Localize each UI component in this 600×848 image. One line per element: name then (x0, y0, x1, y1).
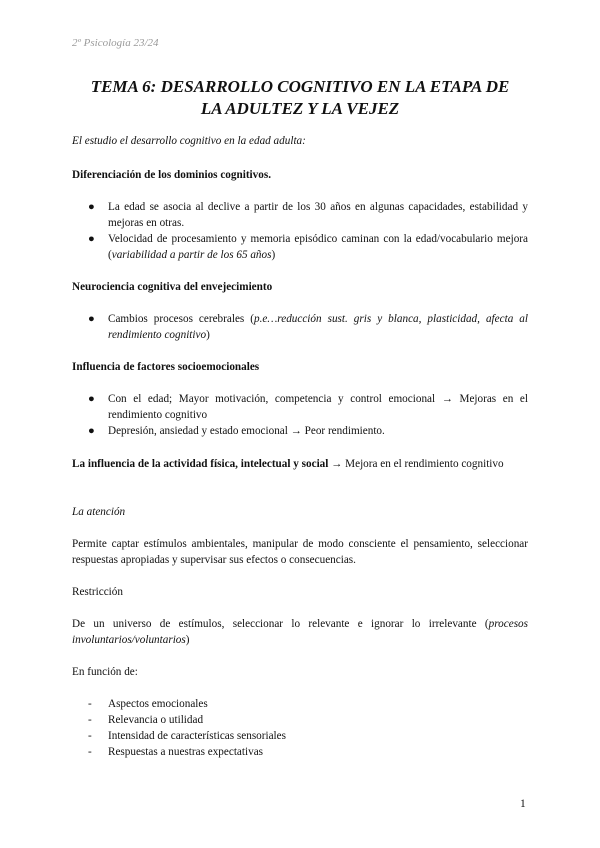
title-line-2: LA ADULTEZ Y LA VEJEZ (200, 99, 400, 118)
section-heading-atencion: La atención (72, 506, 126, 518)
atencion-paragraph: Permite captar estímulos ambientales, manipular de modo consciente el pensamiento, seleccionar respuestas apropiadas y supervisar sus efectos o consecuencias. (72, 538, 528, 566)
dash-icon: - (88, 714, 92, 726)
list-item: - Aspectos emocionales (88, 698, 208, 710)
list-item: ● La edad se asocia al declive a partir de los 30 años en algunas capacidades, estabilidad y mejoras en otras. (88, 201, 528, 229)
list-item: - Relevancia o utilidad (88, 714, 204, 726)
list-item: ● Cambios procesos cerebrales (p.e…reducción sust. gris y blanca, plasticidad, afecta al rendimiento cognitivo) (88, 313, 528, 341)
bullet-icon: ● (88, 393, 95, 405)
list-item: ● Depresión, ansiedad y estado emocional → Peor rendimiento. (88, 425, 385, 437)
dash-list-funcion (72, 696, 528, 760)
list-item: - Respuestas a nuestras expectativas (88, 746, 264, 758)
dash-icon: - (88, 746, 92, 758)
section-heading-dominios: Diferenciación de los dominios cognitivos. (72, 169, 271, 181)
list-item: - Intensidad de características sensoriales (88, 730, 286, 742)
dash-icon: - (88, 698, 92, 710)
bullet-list-socioemocionales (72, 391, 528, 439)
page-number: 1 (520, 798, 526, 810)
dash-icon: - (88, 730, 92, 742)
bullet-icon: ● (88, 201, 95, 213)
bullet-icon: ● (88, 233, 95, 245)
actividad-paragraph: La influencia de la actividad física, intelectual y social → Mejora en el rendimiento cognitivo (72, 458, 504, 470)
section-heading-socioemocionales: Influencia de factores socioemocionales (72, 361, 260, 373)
bullet-list-dominios (72, 199, 528, 263)
bullet-icon: ● (88, 425, 95, 437)
intro-text: El estudio el desarrollo cognitivo en la edad adulta: (72, 135, 306, 147)
bullet-list-neurociencia (72, 311, 528, 343)
bullet-icon: ● (88, 313, 95, 325)
restriccion-label: Restricción (72, 586, 123, 598)
page-header: 2º Psicología 23/24 (72, 37, 159, 49)
title-line-1: TEMA 6: DESARROLLO COGNITIVO EN LA ETAPA DE (90, 77, 510, 96)
restriccion-paragraph: De un universo de estímulos, seleccionar lo relevante e ignorar lo irrelevante (procesos involuntarios/voluntarios) (72, 618, 528, 646)
page-title (72, 76, 528, 120)
list-item: ● Velocidad de procesamiento y memoria episódico caminan con la edad/vocabulario mejora (variabilidad a partir de los 65 años) (88, 233, 528, 261)
list-item: ● Con el edad; Mayor motivación, competencia y control emocional → Mejoras en el rendimiento cognitivo (88, 393, 528, 421)
funcion-label: En función de: (72, 666, 138, 678)
section-heading-neurociencia: Neurociencia cognitiva del envejecimiento (72, 281, 273, 293)
